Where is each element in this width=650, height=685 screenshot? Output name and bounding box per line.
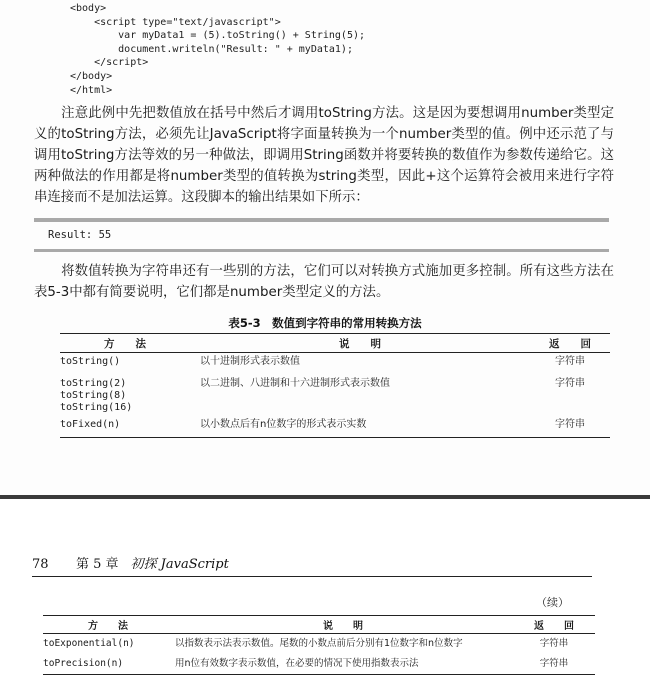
- code-line: <script type="text/javascript">: [70, 16, 281, 28]
- return-cell: 字符串: [513, 654, 595, 675]
- description-cell: 用n位有效数字表示数值，在必要的情况下使用指数表示法: [173, 654, 513, 675]
- description-cell: 以指数表示法表示数值。尾数的小数点前后分别有1位数字和n位数字: [175, 638, 463, 649]
- paragraph-explanation: [34, 103, 614, 208]
- code-line: </body>: [70, 70, 113, 82]
- paragraph-text: 注意此例中先把数值放在括号中然后才调用toString方法。这是因为要想调用number类型定义的toString方法，必须先让JavaScript将字面量转换为一个number类型的值。例中还示范了与调用toString方法等效的另一种做法，即调用String函数并将要转换的数值作为参数传递给它。这两种做法的作用都是将number类型的值转换为string类型，因此+这个运算符会被用来进行字符串连接而不是加法运算。这段脚本的输出结果如下所示：: [34, 106, 614, 205]
- code-line: var myData1 = (5).toString() + String(5);: [70, 30, 366, 42]
- chapter-title: 初探 JavaScript: [130, 557, 229, 572]
- code-listing: [70, 2, 365, 97]
- code-line: document.writeln("Result: " + myData1);: [70, 43, 353, 55]
- description-cell: 以二进制、八进制和十六进制形式表示数值: [200, 378, 390, 389]
- method-cell: toPrecision(n): [43, 654, 173, 675]
- output-box: [34, 218, 609, 252]
- code-line: </html>: [70, 84, 113, 96]
- description-cell: 以小数点后有n位数字的形式表示实数: [190, 416, 530, 438]
- code-line: <body>: [70, 3, 107, 14]
- column-header-description: 说 明: [190, 334, 530, 353]
- table-caption: 表5-3 数值到字符串的常用转换方法: [228, 316, 422, 330]
- conversion-methods-table-continued: [43, 615, 595, 675]
- table-header-row: [43, 616, 595, 634]
- method-cell: toString(): [60, 356, 121, 367]
- column-header-method: 方 法: [60, 334, 190, 353]
- table-row: [60, 353, 610, 376]
- column-header-return: 返 回: [513, 616, 595, 634]
- conversion-methods-table: [60, 333, 610, 438]
- paragraph-text: 将数值转换为字符串还有一些别的方法，它们可以对转换方式施加更多控制。所有这些方法在表5-3中都有简要说明，它们都是number类型定义的方法。: [34, 264, 614, 300]
- description-cell: 以十进制形式表示数值: [200, 356, 300, 367]
- table-header-row: [60, 334, 610, 353]
- continued-label: （续）: [536, 596, 569, 609]
- table-row: [60, 375, 610, 416]
- method-cell: toFixed(n): [60, 416, 190, 438]
- code-line: </script>: [70, 57, 149, 69]
- page-gap: [0, 499, 650, 539]
- table-row: [43, 634, 595, 655]
- paragraph-methods-intro: [34, 261, 614, 303]
- chapter-label: 第 5 章: [76, 557, 119, 572]
- column-header-return: 返 回: [530, 334, 610, 353]
- running-head: [32, 553, 592, 577]
- return-cell: 字符串: [530, 416, 610, 438]
- table-row: [60, 416, 610, 438]
- return-cell: 字符串: [555, 378, 585, 389]
- method-cell: toString(2) toString(8) toString(16): [60, 378, 133, 413]
- method-cell: toExponential(n): [43, 638, 135, 649]
- column-header-method: 方 法: [43, 616, 173, 634]
- output-text: Result: 55: [48, 229, 112, 241]
- page-number: 78: [32, 557, 49, 572]
- table-row: [43, 654, 595, 675]
- return-cell: 字符串: [555, 356, 585, 367]
- return-cell: 字符串: [539, 638, 569, 649]
- column-header-description: 说 明: [173, 616, 513, 634]
